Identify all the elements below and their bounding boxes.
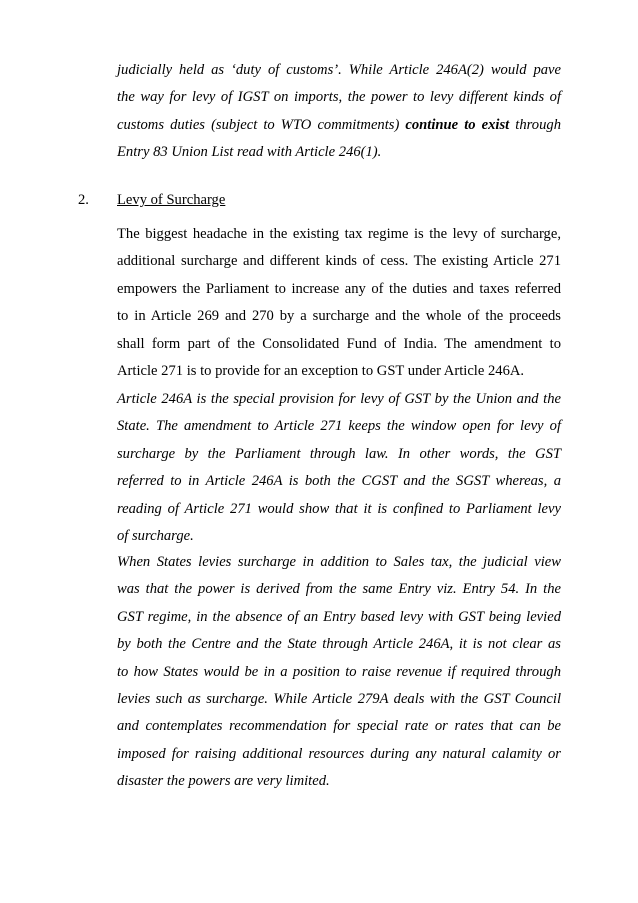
text-line: to in Article 269 and 270 by a surcharge and the whole of the proceeds	[117, 308, 561, 325]
bold-emphasis: continue to exist	[405, 116, 510, 133]
text-line: Entry 83 Union List read with Article 246(1).	[117, 144, 382, 161]
paragraph-article-246a	[117, 386, 561, 550]
paragraph-states-surcharge	[117, 549, 561, 796]
text-line: levies such as surcharge. While Article 279A deals with the GST Council	[117, 690, 561, 707]
continuation-paragraph	[117, 57, 561, 167]
section-heading: Levy of Surcharge	[117, 192, 226, 208]
text-line: judicially held as ‘duty of customs’. While Article 246A(2) would pave	[117, 62, 561, 78]
text-line: additional surcharge and different kinds of cess. The existing Article 271	[117, 253, 561, 270]
text-line: When States levies surcharge in addition to Sales tax, the judicial view	[117, 554, 561, 570]
text-line: Article 271 is to provide for an exception to GST under Article 246A.	[117, 362, 525, 379]
text-line: The biggest headache in the existing tax regime is the levy of surcharge,	[117, 226, 561, 242]
text-line: and contemplates recommendation for special rate or rates that can be	[117, 718, 561, 735]
text-line: disaster the powers are very limited.	[117, 773, 330, 790]
text-line: imposed for raising additional resources during any natural calamity or	[117, 745, 561, 762]
text-line: by both the Centre and the State through Article 246A, it is not clear as	[117, 636, 561, 653]
text-line	[117, 112, 561, 139]
text-line: referred to in Article 246A is both the CGST and the SGST whereas, a	[117, 473, 561, 490]
text-line: shall form part of the Consolidated Fund of India. The amendment to	[117, 335, 561, 352]
text-line: surcharge by the Parliament through law. In other words, the GST	[117, 445, 561, 462]
text-run: customs duties (subject to WTO commitments)	[117, 116, 406, 133]
text-line: GST regime, in the absence of an Entry based levy with GST being levied	[117, 608, 561, 625]
text-line: reading of Article 271 would show that it is confined to Parliament levy	[117, 500, 561, 517]
section-number: 2.	[78, 192, 89, 208]
text-line: to how States would be in a position to raise revenue if required through	[117, 663, 561, 680]
text-line: was that the power is derived from the same Entry viz. Entry 54. In the	[117, 581, 561, 598]
text-line: Article 246A is the special provision for levy of GST by the Union and the	[117, 391, 561, 407]
paragraph-surcharge-intro	[117, 221, 561, 385]
text-line: empowers the Parliament to increase any of the duties and taxes referred	[117, 280, 561, 297]
text-line: the way for levy of IGST on imports, the power to levy different kinds of	[117, 89, 561, 106]
text-line: of surcharge.	[117, 527, 194, 544]
text-run: through	[509, 116, 561, 133]
text-line: State. The amendment to Article 271 keeps the window open for levy of	[117, 418, 561, 435]
